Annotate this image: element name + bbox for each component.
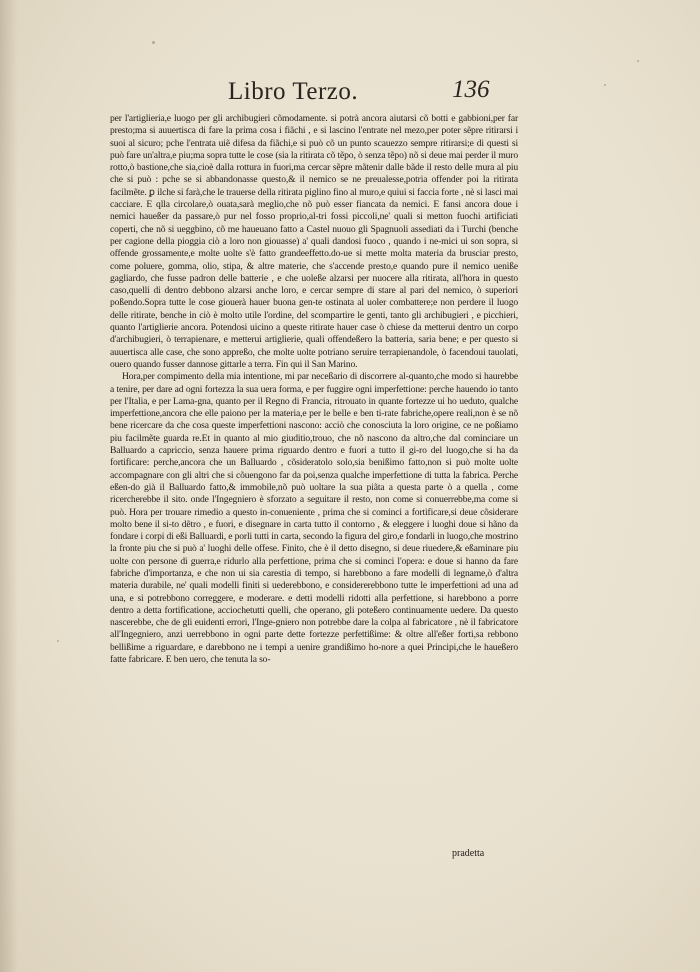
gutter-shadow <box>0 0 18 972</box>
paper-speck <box>152 41 155 44</box>
paragraph: Hora,per compimento della mia intentione, mi par neceßario di discorrere al-quanto,che modo si haurebbe a tenire, per dare ad ogni fortezza la sua uera forma, e per fuggire ogni imperfettione: perche hauendo io tanto per l'Italia, e per Lama-gna, quanto per il Regno di Francia, ritrouato in quante fortezze ui ho ueduto, qualche imperfettione,ancora che elle paiono per la materia,e per le belle e ben ti-rate fabriche,opere reali,non è se nõ bene ricercare da che cosa queste imperfettioni nascono: acciò che conosciuta la loro origine, ce ne poßiamo piu facilmẽte guarda re.Et in quanto al mio giuditio,trouo, che nõ nascono da altro,che dal cominciare un Balluardo a capriccio, senza hauere prima riguardo dentro e fuori a tutto il gi-ro del luogo,che si ha da fortificare: perche,ancora che un Balluardo , cõsideratolo solo,sia benißimo fatto,non si può molte uolte accompagnare con gli altri che si cõuengono far da poi,senza qualche imperfettione di tutta la fabrica. Perche eßen-do già il Balluardo fatto,& immobile,nõ può uoltare la sua piãta a questa parte ò a quella , come ricercherebbe il sito. onde l'Ingegniero è sforzato a seguitare il resto, non come si conuerrebbe,ma come si può. Hora per trouare rimedio a questo in-conueniente , prima che si cominci a fortificare,si deue cõsiderare molto bene il si-to dẽtro , e fuori, e disegnare in carta tutto il contorno , & eleggere i luoghi doue si hãno da fondare i corpi di eßi Balluardi, e porli tutti in carta, secondo la figura del giro,e fondarli in luogo,che mostrino la fronte piu che si può a' luoghi delle offese. Finito, che è il detto disegno, si deue riuedere,& eßaminare piu uolte con persone di guerra,e ridurlo alla perfettione, prima che si cominci l'opera: e doue si hanno da fare fabriche d'importanza, e che non ui sia carestia di tempo, si harebbono a fare modelli di legname,ò d'altra materia durabile, ne' quali modelli finiti si uederebbono, e considererebbono tutte le imperfettioni ad una ad una, e si potrebbono correggere, e moderare. e detti modelli ridotti alla perfettione, si harebbono a porre dentro a detta fortificatione, acciochetutti quelli, che operano, gli poteßero continuamente uedere. Da questo nascerebbe, che de gli euidenti errori, l'Inge-gniero non potrebbe dare la colpa al fabricatore , nè il fabricatore all'Ingegniero, anzi uerrebbono in ogni parte dette fortezze perfettißime: & oltre all'eßer forti,sa rebbono bellißime a riguardare, e darebbono ne i tempi a uenire grandißimo ho-nore a quei Principi,che le haueßero fatte fabricare. E ben uero, che tenuta la so- <box>110 371 518 666</box>
page-header <box>0 78 700 118</box>
folio-number: 136 <box>452 76 490 103</box>
paper-speck <box>57 640 59 642</box>
paragraph: per l'artiglieria,e luogo per gli archibugieri cõmodamente. si potrà ancora aiutarsi cõ botti e gabbioni,per far presto;ma si auuertisca di fare la prima cosa i fiãchi , e si lascino l'entrate nel mezo,per poter sẽpre ritirarsi i suoi al sicuro; pche l'entrata uiẽ difesa da fiãchi,e si può cõ un punto scauezzo sempre ritirarsi;e di questi si può fare un'altra,e piu;ma sopra tutte le cose (sia la ritirata cõ tẽpo, ò senza tẽpo) nõ si deue mai perder il muro rotto,ò bastione,che sia,cioè dalla rottura in fuori,ma cercar sẽpre mãtenir dalle bãde il resto delle mura al piu che si può : pche se si abbandonasse questo,& il nemico se ne preualesse,potria offender poi la ritirata facilmẽte. ꝑ ilche si farà,che le trauerse della ritirata piglino fino al muro,e quiui si faccia forte , nè si lasci mai cacciare. E qlla circolare,ò ouata,sarà meglio,che nõ può esser fiancata da nemici. E fansi ancora doue i nemici haueßer da passare,ò pur nel fosso proprio,al-tri fossi piccoli,ne' quali si metton fuochi artificiati coperti, che nõ si ueggbino, cõ me haueuano fatto a Castel nuouo gli Spagnuoli assediati da i Turchi (benche per cagione della pioggia ciò a loro non giouasse) a' quali dandosi fuoco , quando i ne-mici ui son sopra, si offende grossamente,e molte uolte s'è fatto grandeeffetto.do-ue si mette molta materia da brusciar presto, come poluere, gomma, olio, stipa, & altre materie, che s'accende presto,e quando pure il nemico ueniße gagliardo, che fusse padron delle batterie , e che uoleße alzarsi per nuocere alla ritirata, all'hora in questo caso,quelli di dentro debbono alzarsi anche loro, e cercar sempre di stare al pari del nemico, ò superiori poßendo.Sopra tutte le cose giouerà hauer buona gen-te ostinata al uoler combattere;e non perdere il luogo delle ritirate, benche in ciò è molto utile l'ordine, del scompartire le genti, tanto gli archibugieri , e picchieri, quanto l'artiglierie ancora. Potendosi uicino a queste ritirate hauer case ò chiese da metterui dentro un corpo d'archibugieri, ò terrapienare, e metterui artiglierie, quali offendeßero la batteria, saria bene; e per questo si auuertisca alle case, che sono appreßo, che molte uolte potriano seruire terrapienandole, ò facendoui tauolati, ouero quando fusser dannose gittarle a terra. Fin qui il San Marino. <box>110 113 518 370</box>
running-title: Libro Terzo. <box>228 78 359 105</box>
body-text <box>110 113 518 666</box>
paper-speck <box>637 60 639 62</box>
catchword: pradetta <box>452 848 485 859</box>
